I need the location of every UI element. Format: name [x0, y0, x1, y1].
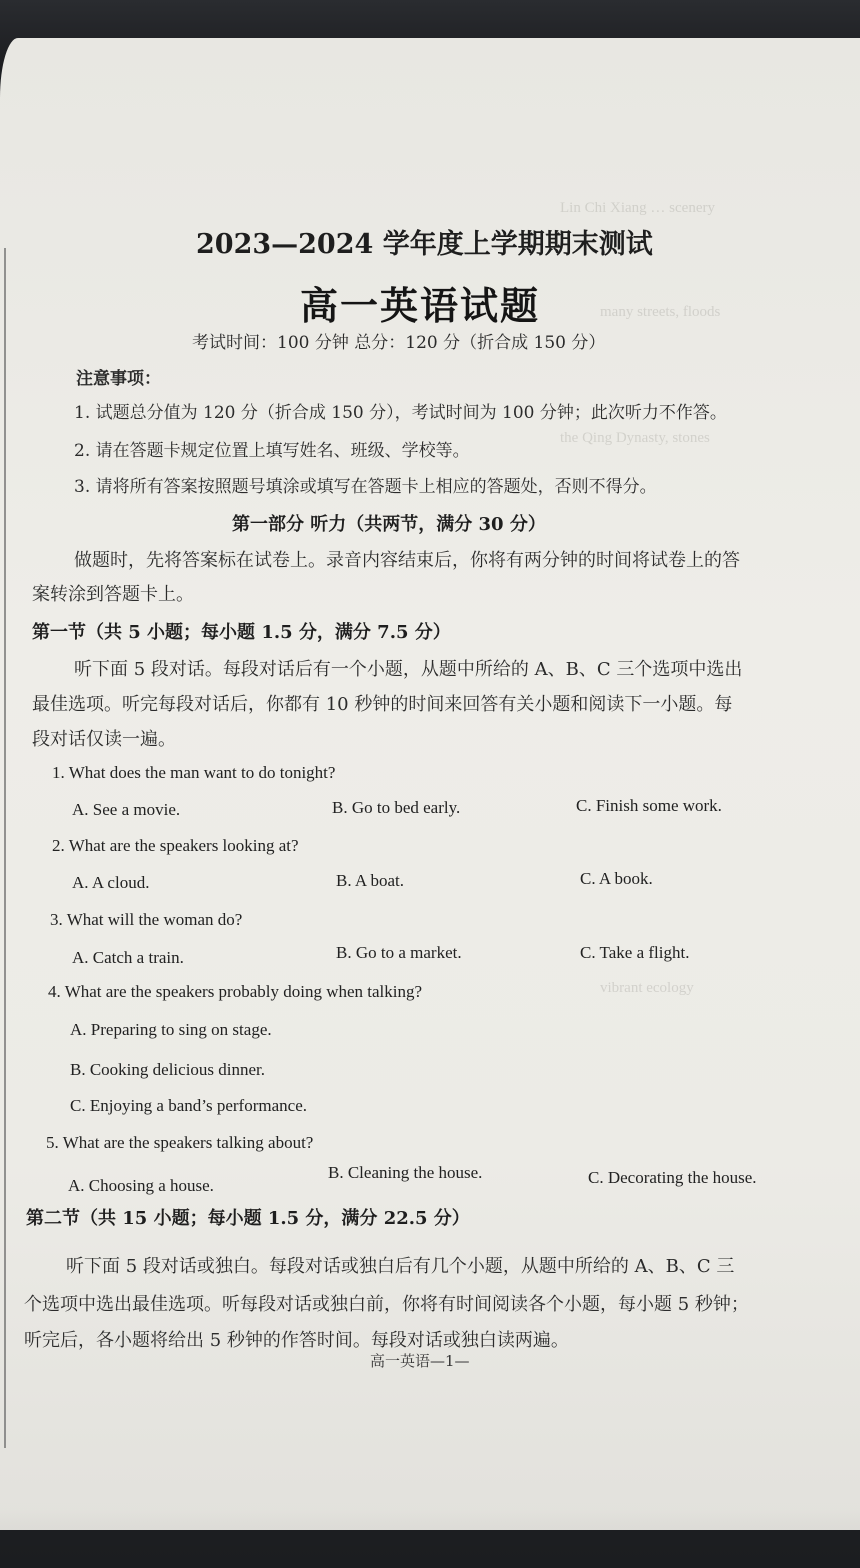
part1-title: 第一部分 听力（共两节，满分 30 分）: [232, 514, 546, 535]
section1-title: 第一节（共 5 小题；每小题 1.5 分，满分 7.5 分）: [32, 622, 451, 643]
section2-intro-line: 听完后，各小题将给出 5 秒钟的作答时间。每段对话或独白读两遍。: [24, 1330, 569, 1351]
notice-item: 3. 请将所有答案按照题号填涂或填写在答题卡上相应的答题处，否则不得分。: [74, 477, 657, 497]
part1-intro-line: 做题时，先将答案标在试卷上。录音内容结束后，你将有两分钟的时间将试卷上的答: [74, 550, 740, 571]
notice-item: 1. 试题总分值为 120 分（折合成 150 分），考试时间为 100 分钟；此次听力不作答。: [74, 403, 727, 423]
question-3: 3. What will the woman do?: [50, 910, 243, 929]
section2-intro-line: 听下面 5 段对话或独白。每段对话或独白后有几个小题，从题中所给的 A、B、C 三: [66, 1256, 735, 1277]
question-1-option-c: C. Finish some work.: [576, 796, 722, 815]
question-3-option-c: C. Take a flight.: [580, 943, 690, 962]
exam-title: 2023—2024 学年度上学期期末测试: [196, 229, 653, 260]
notice-item: 2. 请在答题卡规定位置上填写姓名、班级、学校等。: [74, 441, 470, 461]
part1-intro-line: 案转涂到答题卡上。: [32, 584, 194, 605]
bleed-through-text: vibrant ecology: [600, 980, 694, 996]
question-1-option-a: A. See a movie.: [72, 800, 181, 819]
question-4-option-b: B. Cooking delicious dinner.: [70, 1060, 266, 1079]
question-3-option-a: A. Catch a train.: [72, 948, 184, 967]
subject-title: 高一英语试题: [300, 283, 541, 328]
section2-title: 第二节（共 15 小题；每小题 1.5 分，满分 22.5 分）: [26, 1208, 470, 1229]
question-2-option-b: B. A boat.: [336, 871, 405, 890]
page-shadow: [0, 1508, 860, 1568]
question-4: 4. What are the speakers probably doing when talking?: [48, 982, 423, 1001]
section2-intro-line: 个选项中选出最佳选项。听每段对话或独白前，你将有时间阅读各个小题，每小题 5 秒钟；: [24, 1294, 749, 1315]
question-1: 1. What does the man want to do tonight?: [52, 763, 336, 782]
question-2-option-c: C. A book.: [580, 869, 653, 888]
bleed-through-text: Lin Chi Xiang … scenery: [560, 200, 715, 216]
page-footer: 高一英语—1—: [370, 1352, 470, 1370]
bleed-through-text: many streets, floods: [600, 304, 721, 320]
question-4-option-a: A. Preparing to sing on stage.: [70, 1020, 272, 1039]
question-5: 5. What are the speakers talking about?: [46, 1133, 314, 1152]
question-5-option-b: B. Cleaning the house.: [328, 1163, 483, 1182]
question-5-option-c: C. Decorating the house.: [588, 1168, 757, 1187]
question-5-option-a: A. Choosing a house.: [68, 1176, 214, 1195]
question-3-option-b: B. Go to a market.: [336, 943, 462, 962]
question-1-option-b: B. Go to bed early.: [332, 798, 461, 817]
page-edge-line: [4, 248, 6, 1448]
question-4-option-c: C. Enjoying a band’s performance.: [70, 1096, 307, 1115]
section1-intro-line: 最佳选项。听完每段对话后，你都有 10 秒钟的时间来回答有关小题和阅读下一小题。每: [32, 694, 733, 715]
question-2: 2. What are the speakers looking at?: [52, 836, 299, 855]
exam-meta: 考试时间：100 分钟 总分：120 分（折合成 150 分）: [192, 333, 606, 353]
notice-title: 注意事项：: [76, 369, 161, 389]
section1-intro-line: 段对话仅读一遍。: [32, 729, 176, 750]
section1-intro-line: 听下面 5 段对话。每段对话后有一个小题，从题中所给的 A、B、C 三个选项中选出: [74, 659, 743, 680]
bleed-through-text: the Qing Dynasty, stones: [560, 430, 710, 446]
question-2-option-a: A. A cloud.: [72, 873, 150, 892]
